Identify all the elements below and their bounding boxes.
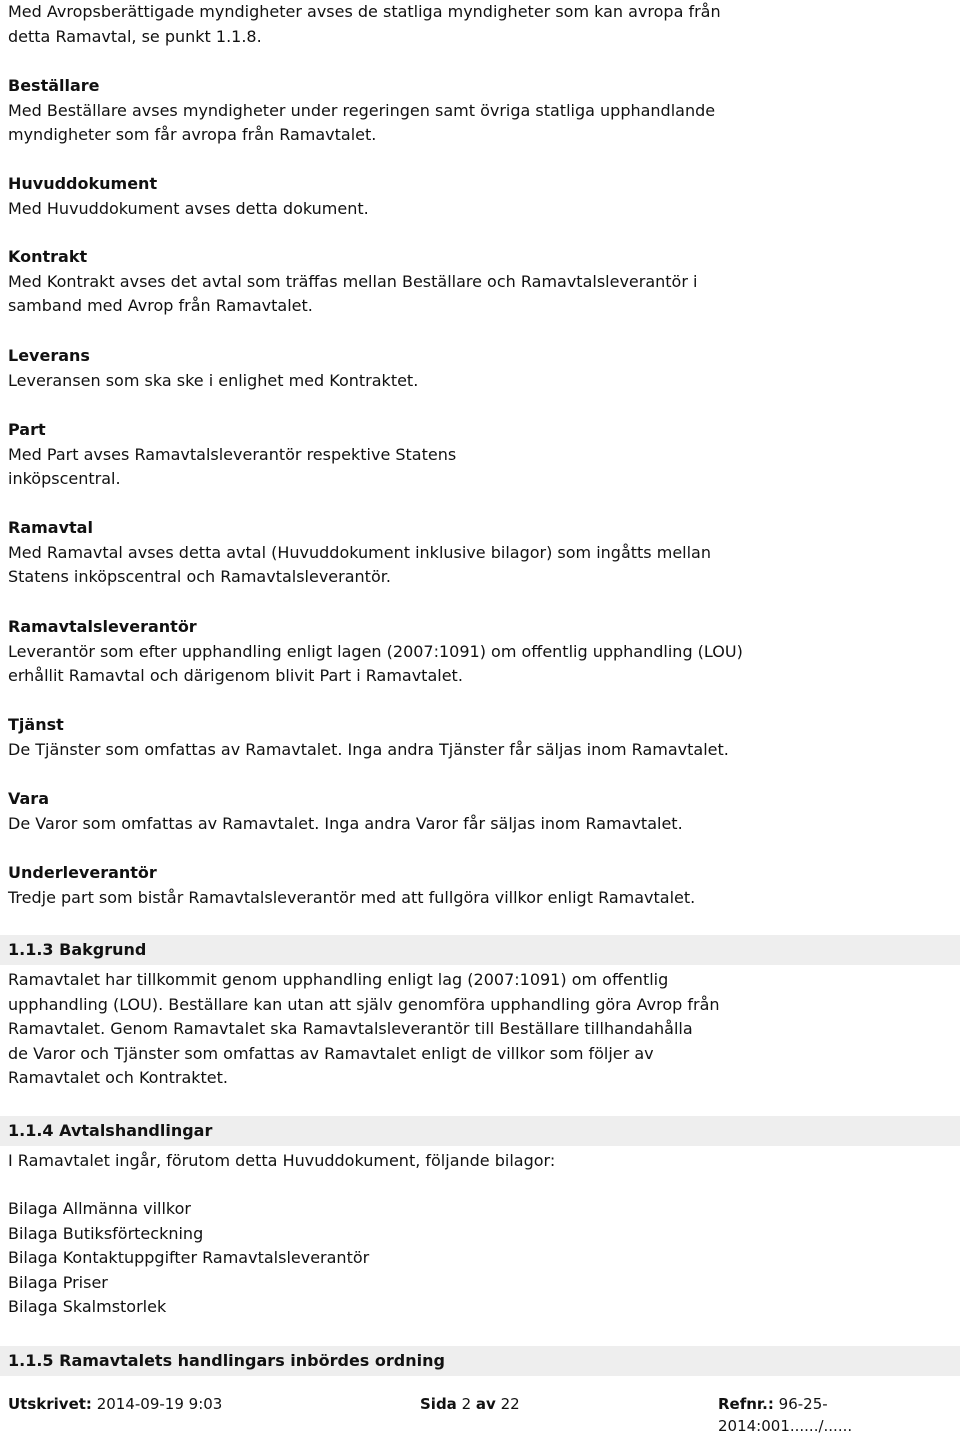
definition-text: De Tjänster som omfattas av Ramavtalet. Inga andra Tjänster får säljas inom Ramavtalet. — [8, 739, 729, 759]
section-heading-bakgrund: 1.1.3 Bakgrund — [0, 935, 960, 965]
definition-text: De Varor som omfattas av Ramavtalet. Inga andra Varor får säljas inom Ramavtalet. — [8, 813, 683, 833]
definition-underleverantor — [8, 861, 695, 910]
definition-ramavtal — [8, 516, 711, 590]
definition-text: Med Part avses Ramavtalsleverantör respektive Statens inköpscentral. — [8, 444, 457, 488]
definition-term: Leverans — [8, 346, 90, 365]
ref-label: Refnr.: — [718, 1395, 774, 1413]
section-text-avtalshandlingar: I Ramavtalet ingår, förutom detta Huvuddokument, följande bilagor: — [8, 1151, 556, 1170]
definition-vara — [8, 787, 683, 836]
page-total: 22 — [500, 1395, 520, 1413]
definition-text: Tredje part som bistår Ramavtalsleverantör med att fullgöra villkor enligt Ramavtalet. — [8, 887, 696, 907]
definition-part — [8, 418, 456, 492]
definition-text: Med Ramavtal avses detta avtal (Huvuddokument inklusive bilagor) som ingåtts mellan Statens inköpscentral och Ramavtalsleverantör. — [8, 542, 711, 586]
page-current: 2 — [461, 1395, 472, 1413]
printed-date — [8, 1393, 222, 1415]
section-text-bakgrund: Ramavtalet har tillkommit genom upphandling enligt lag (2007:1091) om offentlig upphandling (LOU). Beställare kan utan att själv genomföra upphandling göra Avrop från Ramavtalet. Genom Ramavtalet ska Ramavtalsleverantör till Beställare tillhandahålla de Varor och Tjänster som omfattas av Ramavtalet enligt de villkor som följer av Ramavtalet och Kontraktet. — [8, 970, 720, 1087]
definition-beställare — [8, 74, 715, 148]
definition-text: Med Huvuddokument avses detta dokument. — [8, 198, 369, 218]
list-item: Bilaga Skalmstorlek — [8, 1297, 167, 1316]
printed-value: 2014-09-19 9:03 — [96, 1395, 223, 1413]
section-heading-inbordes-ordning: 1.1.5 Ramavtalets handlingars inbördes ordning — [0, 1346, 960, 1376]
intro-paragraph: Med Avropsberättigade myndigheter avses de statliga myndigheter som kan avropa från detta Ramavtal, se punkt 1.1.8. — [8, 2, 721, 46]
definition-tjanst — [8, 713, 729, 762]
definition-term: Tjänst — [8, 715, 64, 734]
section-heading-avtalshandlingar: 1.1.4 Avtalshandlingar — [0, 1116, 960, 1146]
attachment-list — [8, 1197, 948, 1320]
definition-term: Beställare — [8, 76, 100, 95]
definition-term: Vara — [8, 789, 49, 808]
reference-number — [718, 1393, 960, 1437]
definition-term: Part — [8, 420, 46, 439]
definition-term: Huvuddokument — [8, 174, 158, 193]
definition-ramavtalsleverantor — [8, 615, 743, 689]
definition-text: Leverantör som efter upphandling enligt lagen (2007:1091) om offentlig upphandling (LOU) erhållit Ramavtal och därigenom blivit Part i Ramavtalet. — [8, 641, 743, 685]
page-number — [420, 1393, 520, 1415]
definition-term: Ramavtalsleverantör — [8, 617, 197, 636]
definition-term: Kontrakt — [8, 247, 88, 266]
definition-text: Med Kontrakt avses det avtal som träffas mellan Beställare och Ramavtalsleverantör i samband med Avrop från Ramavtalet. — [8, 271, 698, 315]
ref-value: 96-25-2014:001....../...... — [718, 1395, 853, 1435]
definition-term: Ramavtal — [8, 518, 93, 537]
list-item: Bilaga Kontaktuppgifter Ramavtalsleverantör — [8, 1248, 370, 1267]
list-item: Bilaga Butiksförteckning — [8, 1223, 204, 1243]
page-label: Sida — [420, 1395, 457, 1413]
page-footer — [0, 1393, 960, 1435]
list-item: Bilaga Priser — [8, 1272, 108, 1292]
list-item: Bilaga Allmänna villkor — [8, 1199, 191, 1218]
definition-leverans — [8, 344, 418, 393]
definition-term: Underleverantör — [8, 863, 157, 882]
definition-text: Leveransen som ska ske i enlighet med Kontraktet. — [8, 370, 419, 390]
definition-text: Med Beställare avses myndigheter under regeringen samt övriga statliga upphandlande myndigheter som får avropa från Ramavtalet. — [8, 100, 716, 144]
printed-label: Utskrivet: — [8, 1395, 92, 1413]
page-of: av — [475, 1395, 496, 1413]
definition-huvuddokument — [8, 172, 369, 221]
definition-kontrakt — [8, 245, 697, 319]
